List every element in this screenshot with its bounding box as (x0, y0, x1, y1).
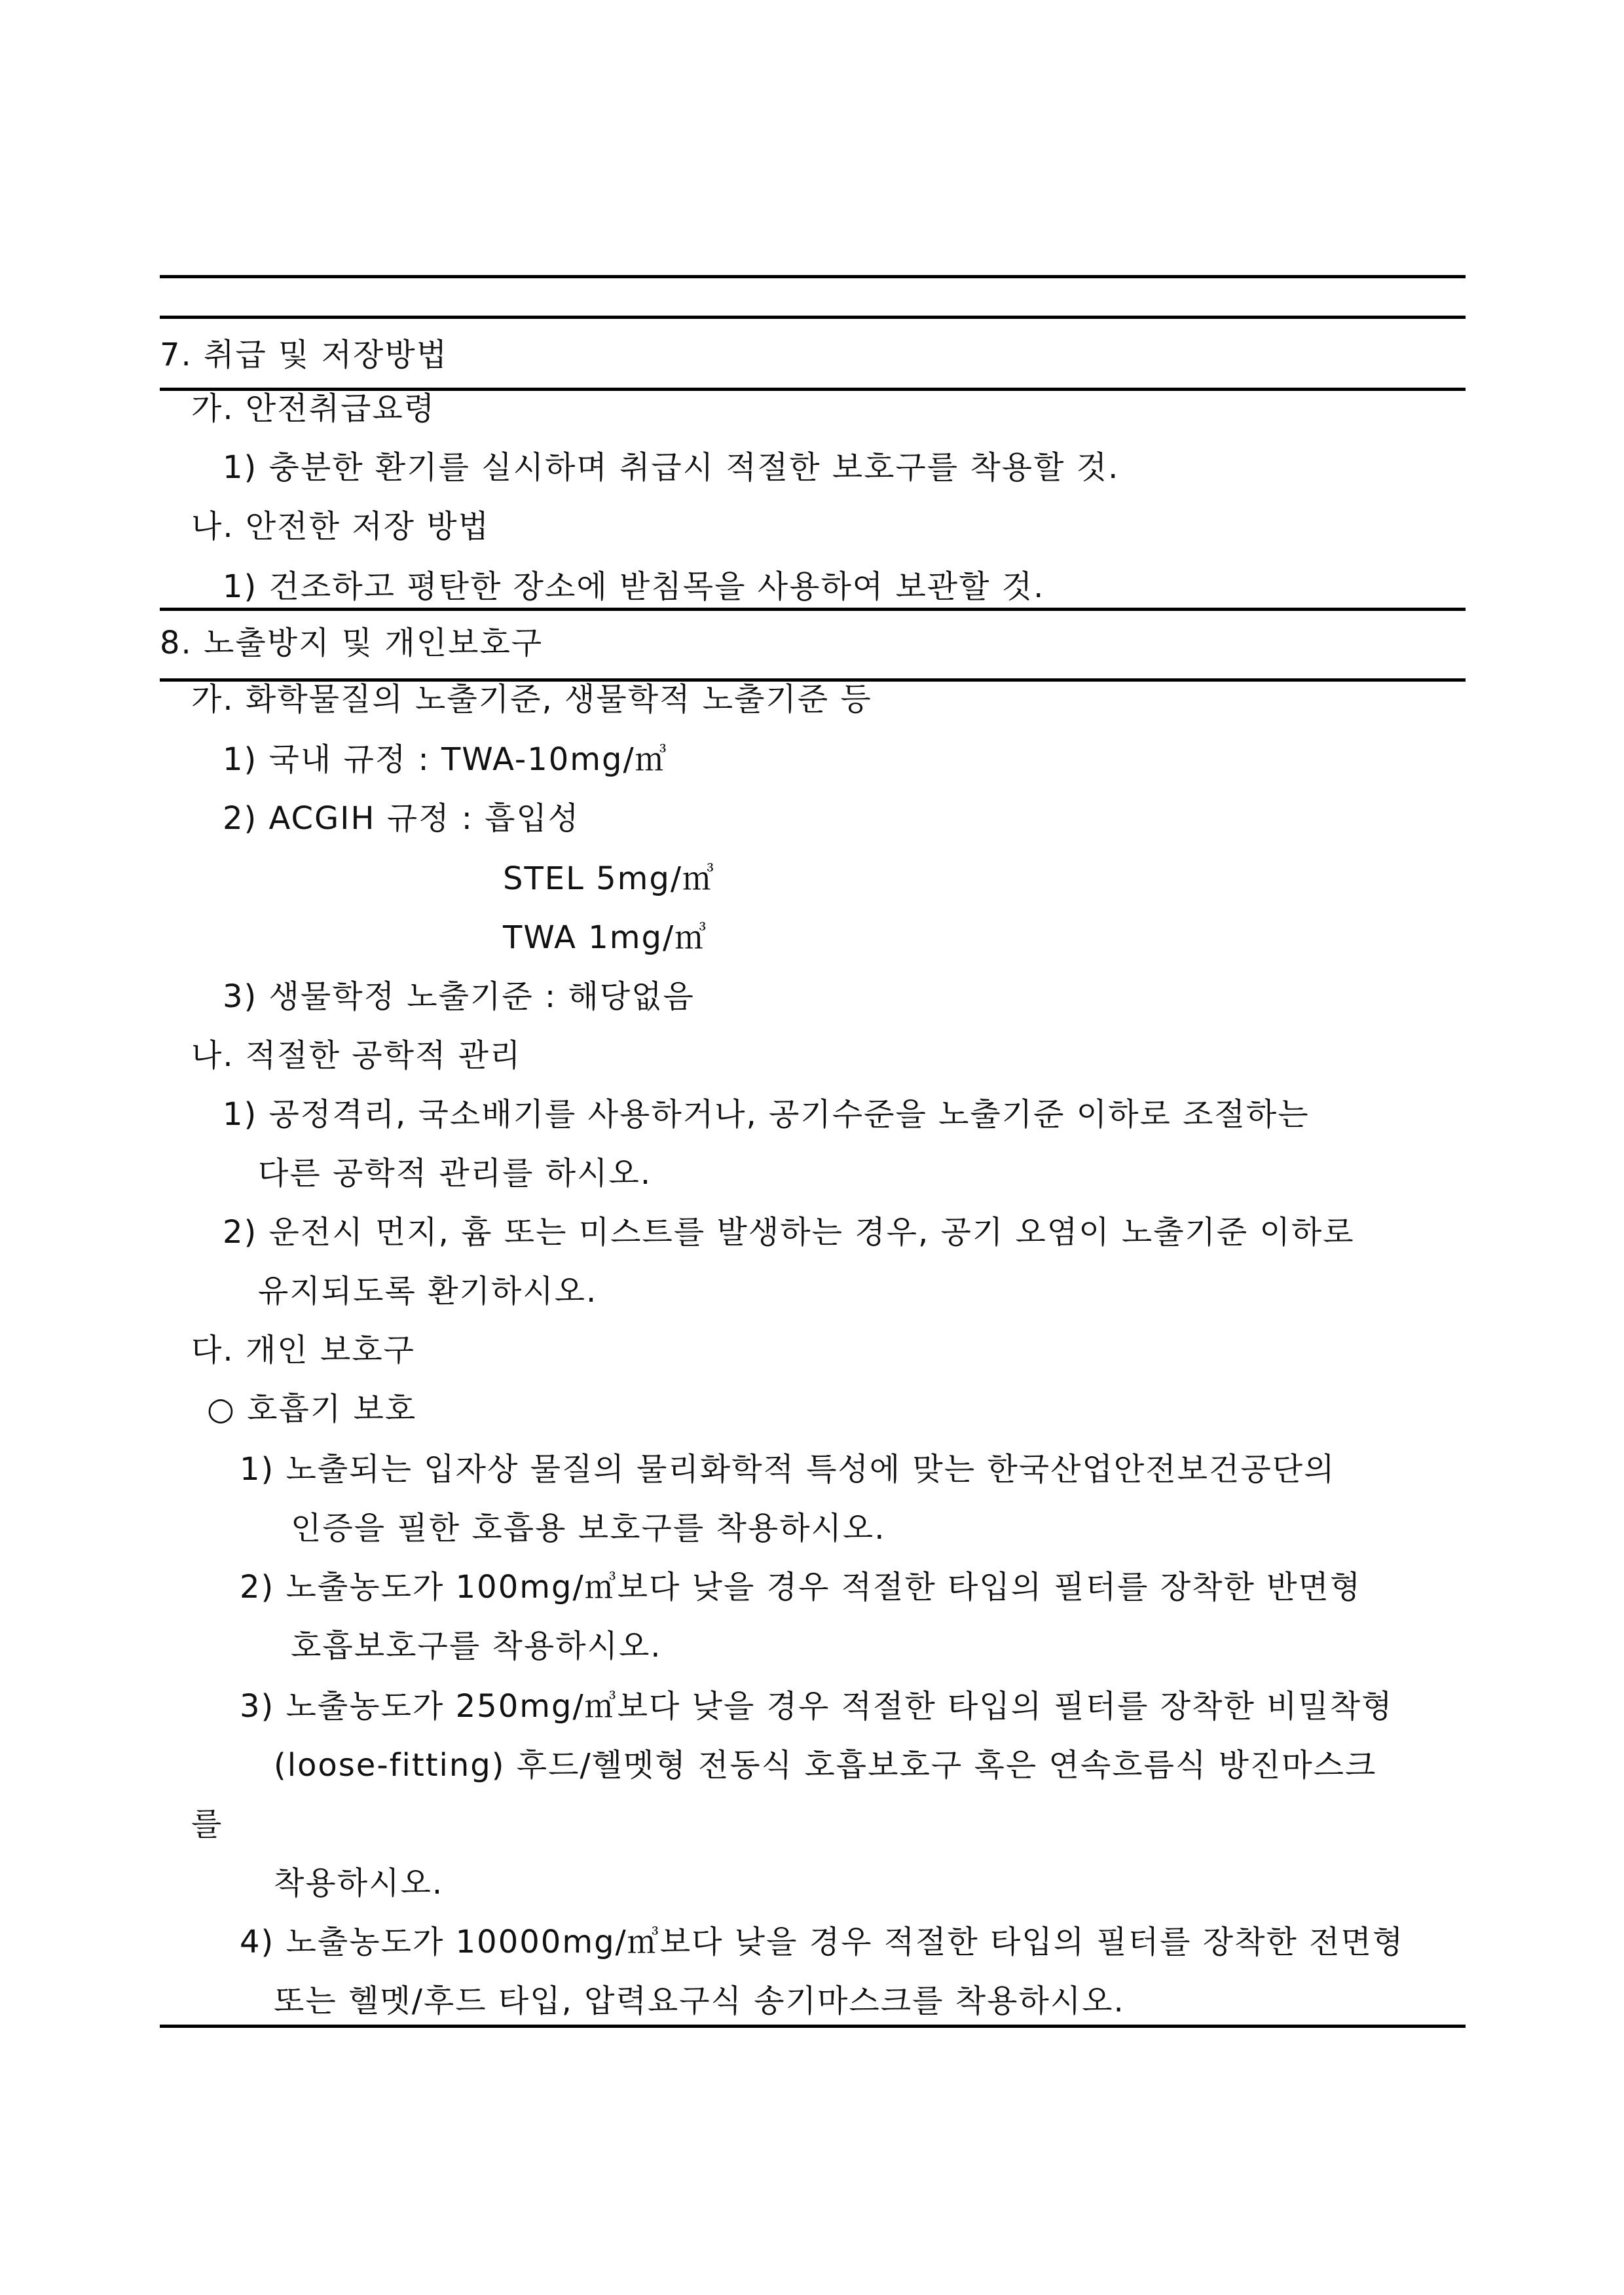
section-8-sub-a-item-1: 1) 국내 규정 : TWA-10mg/㎥ (223, 741, 668, 778)
section-8-sub-b-item-2-line-2: 유지되도록 환기하시오. (258, 1273, 598, 1310)
section-8-bottom-rule (160, 2025, 1466, 2028)
section-7-sub-b: 나. 안전한 저장 방법 (191, 508, 490, 545)
top-rule-1 (160, 275, 1466, 278)
respiratory-item-4-line-1: 4) 노출농도가 10000mg/㎥보다 낮을 경우 적절한 타입의 필터를 장착한 전면형 (240, 1924, 1405, 1960)
section-8-sub-b-item-1-line-1: 1) 공정격리, 국소배기를 사용하거나, 공기수준을 노출기준 이하로 조절하는 (223, 1096, 1310, 1133)
respiratory-item-4-line-2: 또는 헬멧/후드 타입, 압력요구식 송기마스크를 착용하시오. (274, 1983, 1125, 2019)
respiratory-item-2-line-2: 호흡보호구를 착용하시오. (291, 1628, 662, 1664)
section-8-sub-b-item-2-line-1: 2) 운전시 먼지, 흄 또는 미스트를 발생하는 경우, 공기 오염이 노출기준 이하로 (223, 1214, 1355, 1251)
section-8-sub-a: 가. 화학물질의 노출기준, 생물학적 노출기준 등 (191, 681, 872, 718)
respiratory-item-3-line-2: (loose-fitting) 후드/헬멧형 전동식 호흡보호구 혹은 연속흐름식 방진마스크 (274, 1747, 1377, 1784)
respiratory-item-2-line-1: 2) 노출농도가 100mg/㎥보다 낮을 경우 적절한 타입의 필터를 장착한 반면형 (240, 1569, 1362, 1606)
respiratory-item-3-line-1: 3) 노출농도가 250mg/㎥보다 낮을 경우 적절한 타입의 필터를 장착한 비밀착형 (240, 1688, 1393, 1725)
section-7-sub-a-item-1: 1) 충분한 환기를 실시하며 취급시 적절한 보호구를 착용할 것. (223, 449, 1120, 486)
section-7-sub-b-item-1: 1) 건조하고 평탄한 장소에 받침목을 사용하여 보관할 것. (223, 568, 1045, 605)
respiratory-item-3-line-4: 착용하시오. (274, 1865, 444, 1901)
respiratory-item-3-line-3: 를 (191, 1806, 223, 1843)
respiratory-item-1-line-2: 인증을 필한 호흡용 보호구를 착용하시오. (291, 1510, 886, 1547)
section-8-heading: 8. 노출방지 및 개인보호구 (160, 625, 544, 661)
respiratory-protection-heading: ○ 호흡기 보호 (207, 1391, 417, 1427)
top-rule-2 (160, 316, 1466, 319)
section-8-sub-c: 다. 개인 보호구 (191, 1332, 415, 1368)
section-8-sub-a-item-2: 2) ACGIH 규정 : 흡입성 (223, 800, 580, 837)
section-7-bottom-rule (160, 608, 1466, 611)
section-8-twa-value: TWA 1mg/㎥ (503, 919, 708, 956)
section-8-stel-value: STEL 5mg/㎥ (503, 860, 716, 897)
section-7-sub-a: 가. 안전취급요령 (191, 390, 436, 427)
respiratory-item-1-line-1: 1) 노출되는 입자상 물질의 물리화학적 특성에 맞는 한국산업안전보건공단의 (240, 1451, 1336, 1488)
section-8-sub-a-item-3: 3) 생물학정 노출기준 : 해당없음 (223, 978, 695, 1015)
section-8-sub-b: 나. 적절한 공학적 관리 (191, 1037, 522, 1074)
section-8-sub-b-item-1-line-2: 다른 공학적 관리를 하시오. (258, 1155, 652, 1192)
section-7-heading: 7. 취급 및 저장방법 (160, 337, 449, 373)
